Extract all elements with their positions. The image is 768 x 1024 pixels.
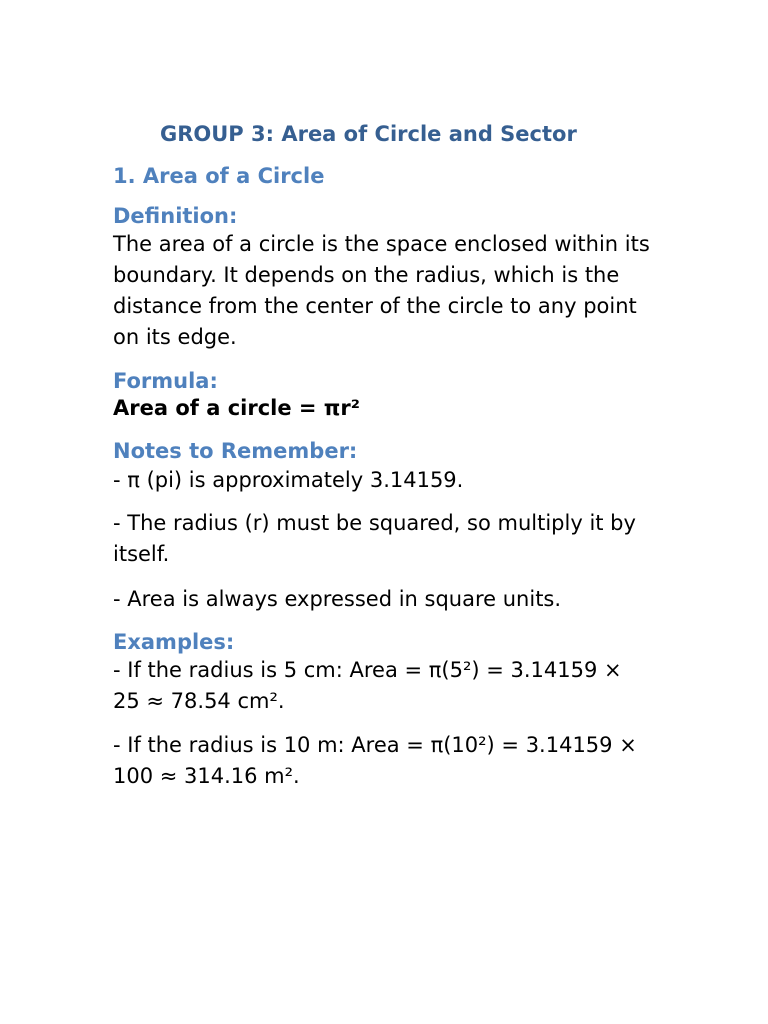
example-item: - If the radius is 5 cm: Area = π(5²) = 3.14159 × 25 ≈ 78.54 cm². xyxy=(113,658,622,713)
formula-heading: Formula: xyxy=(113,369,218,393)
definition-heading: Definition: xyxy=(113,204,238,228)
note-item: - The radius (r) must be squared, so multiply it by itself. xyxy=(113,511,636,566)
example-item: - If the radius is 10 m: Area = π(10²) = 3.14159 × 100 ≈ 314.16 m². xyxy=(113,733,637,788)
notes-heading: Notes to Remember: xyxy=(113,439,358,463)
examples-heading: Examples: xyxy=(113,630,235,654)
formula-text: Area of a circle = πr² xyxy=(113,396,360,420)
note-item: - Area is always expressed in square units. xyxy=(113,587,562,611)
note-item: - π (pi) is approximately 3.14159. xyxy=(113,468,464,492)
definition-text: The area of a circle is the space enclosed within its boundary. It depends on the radius, which is the distance from the center of the circle to any point on its edge. xyxy=(113,232,650,349)
document-title: GROUP 3: Area of Circle and Sector xyxy=(160,122,577,146)
section-heading-area-of-circle: 1. Area of a Circle xyxy=(113,164,325,188)
